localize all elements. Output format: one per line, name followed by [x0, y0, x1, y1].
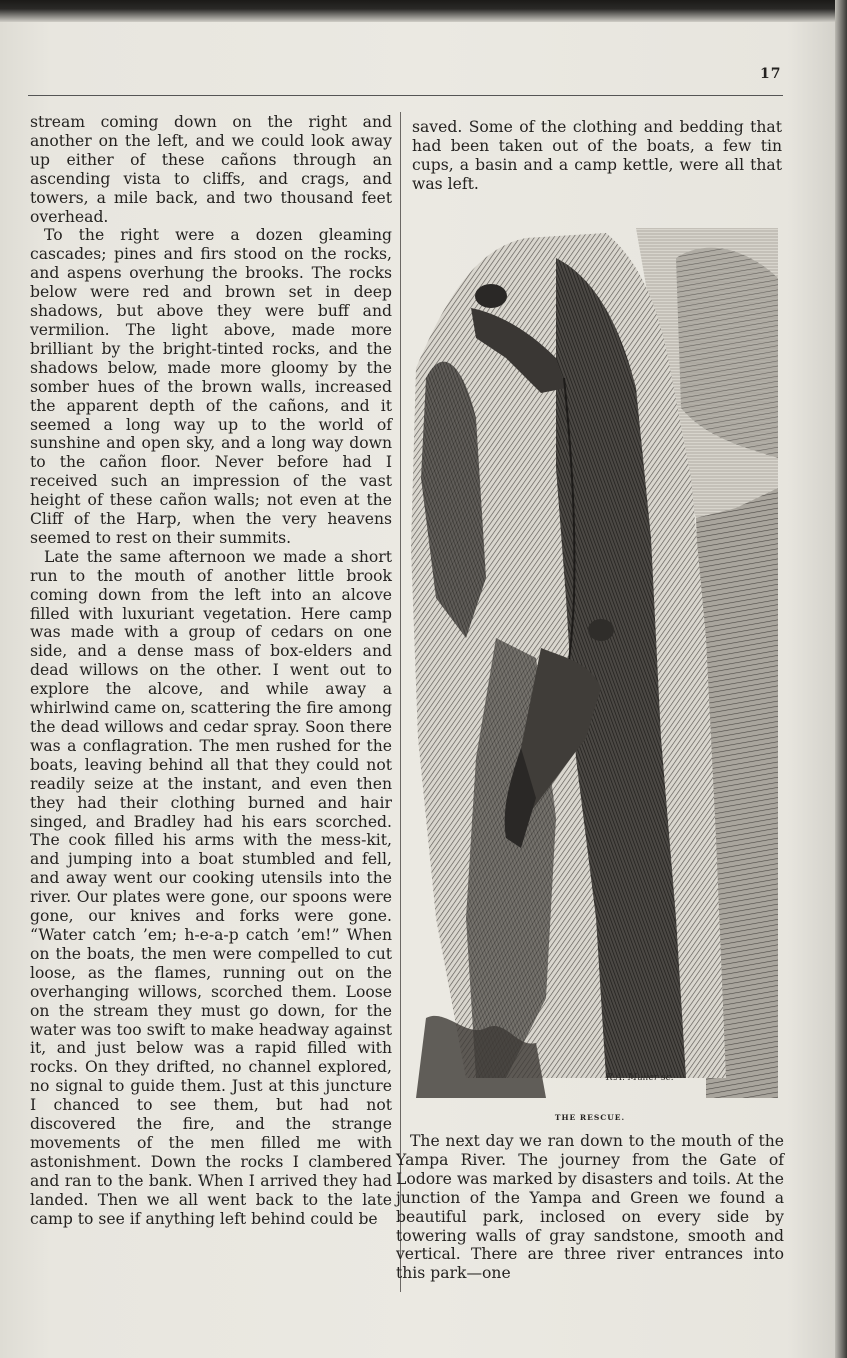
left-column [30, 113, 392, 1228]
column-divider [400, 112, 401, 1292]
page-right-edge [835, 0, 847, 1358]
left-paragraph-2: To the right were a dozen gleaming cascades; pines and firs stood on the rocks, and aspens overhung the brooks. The rocks below were red and brown set in deep shadows, but above they were buff and vermilion. The light above, made more brilliant by the bright-tinted rocks, and the shadows below, made more gloomy by the somber hues of the brown walls, increased the apparent depth of the cañons, and it seemed a long way up to the world of sunshine and open sky, and a long way down to the cañon floor. Never before had I received such an impression of the vast height of these cañon walls; not even at the Cliff of the Harp, when the very heavens seemed to rest on their summits. [30, 226, 392, 547]
lower-figure-head [588, 619, 614, 641]
right-top-paragraph: saved. Some of the clothing and bedding that had been taken out of the boats, a few tin cups, a basin and a camp kettle, were all that was left. [412, 118, 782, 193]
engraver-signature: R.A. Muller sc. [606, 1073, 674, 1083]
left-paragraph-1: stream coming down on the right and another on the left, and we could look away up either of these cañons through an ascending vista to cliffs, and crags, and towers, a mile back, and two thousand feet overhead. [30, 113, 392, 226]
header-rule [28, 95, 783, 96]
figure-caption: THE RESCUE. [554, 1113, 626, 1122]
left-paragraph-3: Late the same afternoon we made a short run to the mouth of another little brook coming down from the left into an alcove filled with luxuriant vegetation. Here camp was made with a group of cedars on one side, and a dense mass of box-elders and dead willows on the other. I went out to explore the alcove, and while away a whirlwind came on, scattering the fire among the dead willows and cedar spray. Soon there was a conflagration. The men rushed for the boats, leaving behind all that they could not readily seize at the instant, and even then they had their clothing burned and hair singed, and Bradley had his ears scorched. The cook filled his arms with the mess-kit, and jumping into a boat stumbled and fell, and away went our cooking utensils into the river. Our plates were gone, our spoons were gone, our knives and forks were gone. “Water catch ’em; h-e-a-p catch ’em!” When on the boats, the men were compelled to cut loose, as the flames, running out on the overhanging willows, scorched them. Loose on the stream they must go down, for the water was too swift to make headway against it, and just below was a rapid filled with rocks. On they drifted, no channel explored, no signal to guide them. Just at this juncture I chanced to see them, but had not discovered the fire, and the strange movements of the men filled me with astonishment. Down the rocks I clambered and ran to the bank. When I arrived they had landed. Then we all went back to the late camp to see if anything left behind could be [30, 547, 392, 1228]
rescue-engraving [406, 218, 778, 1098]
page-top-edge [0, 0, 847, 22]
right-bottom-paragraph: The next day we ran down to the mouth of the Yampa River. The journey from the Gate of Lodore was marked by disasters and toils. At the junction of the Yampa and Green we found a beautiful park, inclosed on every side by towering walls of gray sandstone, smooth and vertical. There are three river entrances into this park—one [396, 1132, 784, 1283]
page-number: 17 [760, 66, 782, 82]
right-column-top [412, 118, 782, 194]
right-column-bottom [396, 1132, 784, 1283]
upper-figure-head [475, 284, 507, 308]
